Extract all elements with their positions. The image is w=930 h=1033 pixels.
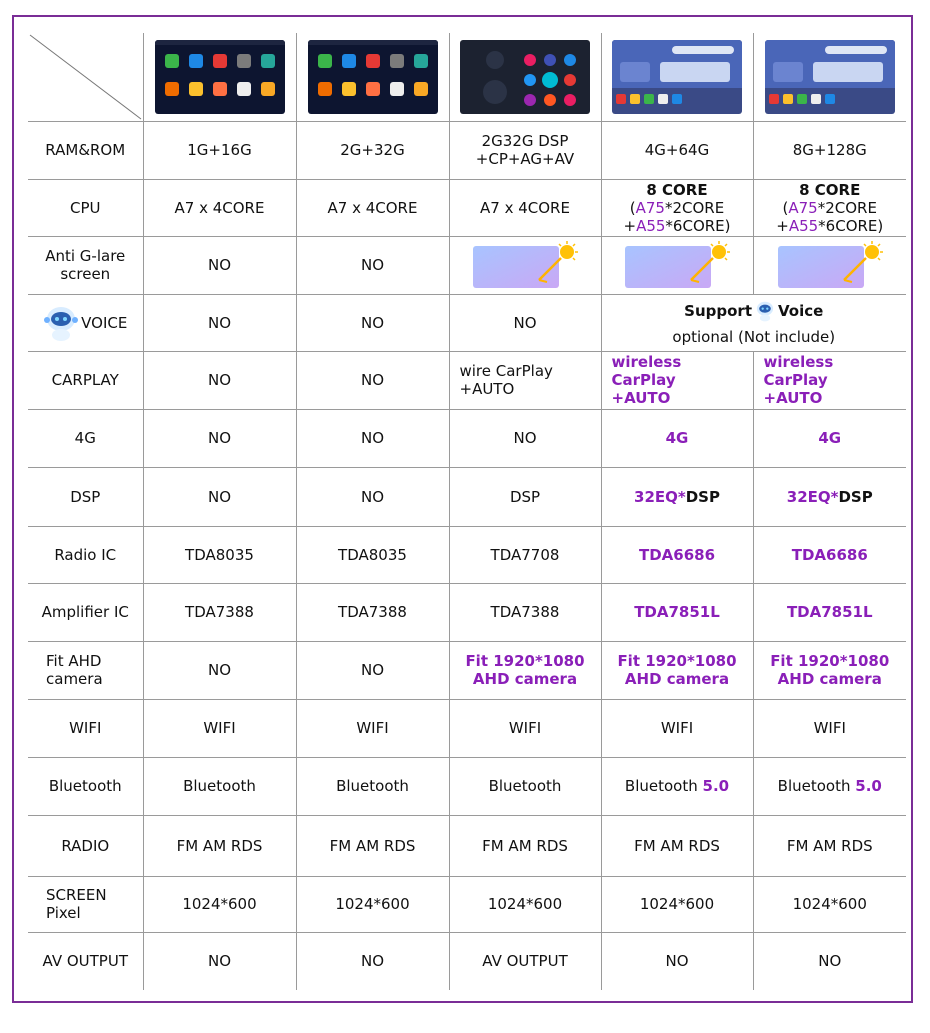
- cell: 1024*600: [753, 876, 906, 932]
- cell-line: +CP+AG+AV: [475, 150, 575, 168]
- cell: A7 x 4CORE: [449, 179, 601, 236]
- cell-line: AHD camera: [472, 670, 578, 688]
- row-wifi: [28, 699, 906, 757]
- support-text: Support: [684, 301, 753, 320]
- cell-line: wire CarPlay: [459, 362, 553, 380]
- cell: 8G+128G: [753, 121, 906, 179]
- a55: A55: [636, 216, 666, 235]
- cell: DSP: [449, 467, 601, 526]
- row-label: CARPLAY: [28, 351, 143, 409]
- anti-glare-screen-icon: [774, 240, 886, 290]
- cell: [753, 351, 906, 409]
- cell: 1024*600: [449, 876, 601, 932]
- row-label: [28, 641, 143, 699]
- text: *2CORE: [664, 198, 725, 217]
- cell: 1024*600: [601, 876, 753, 932]
- bt-text: Bluetooth: [624, 777, 698, 795]
- row-radio: [28, 815, 906, 876]
- cell: FM AM RDS: [296, 815, 449, 876]
- row-cpu: [28, 179, 906, 236]
- a75: A75: [788, 198, 818, 217]
- cell: TDA8035: [143, 526, 296, 583]
- cell-line: +AUTO: [763, 389, 823, 407]
- cell: [449, 121, 601, 179]
- cell: TDA6686: [753, 526, 906, 583]
- map-launcher-screen-icon: [765, 40, 895, 114]
- row-bluetooth: [28, 757, 906, 815]
- product-image-2: [296, 33, 449, 121]
- cell: 1024*600: [143, 876, 296, 932]
- cpu-line: [606, 199, 749, 217]
- row-label: Amplifier IC: [28, 583, 143, 641]
- bt-version: 5.0: [702, 777, 730, 795]
- cell: WIFI: [601, 699, 753, 757]
- dsp-text: DSP: [838, 487, 873, 506]
- row-label: Bluetooth: [28, 757, 143, 815]
- a75: A75: [635, 198, 665, 217]
- cell: NO: [143, 236, 296, 294]
- cpu-title: 8 CORE: [646, 180, 708, 199]
- row-av-output: [28, 932, 906, 990]
- voice-support-cell: [601, 294, 906, 351]
- cell: [601, 641, 753, 699]
- cell: Bluetooth: [296, 757, 449, 815]
- cell-line: Fit 1920*1080: [465, 652, 585, 670]
- label-line: Fit AHD: [46, 652, 102, 670]
- cell: FM AM RDS: [753, 815, 906, 876]
- row-screen: [28, 876, 906, 932]
- cell: [601, 467, 753, 526]
- cell: NO: [296, 932, 449, 990]
- robot-icon: [43, 304, 79, 342]
- voice-text: Voice: [778, 301, 824, 320]
- row-label: [28, 876, 143, 932]
- cell: WIFI: [753, 699, 906, 757]
- product-image-3: [449, 33, 601, 121]
- cpu-line: [758, 199, 903, 217]
- cell: A7 x 4CORE: [296, 179, 449, 236]
- robot-icon: [754, 300, 776, 322]
- bt-version: 5.0: [855, 777, 882, 795]
- android-home-screen-icon: [155, 40, 285, 114]
- cell: Bluetooth: [449, 757, 601, 815]
- cell: [753, 467, 906, 526]
- cell: TDA7851L: [601, 583, 753, 641]
- eq-text: 32EQ*: [634, 487, 686, 506]
- label-line: camera: [46, 670, 103, 688]
- cell: [449, 641, 601, 699]
- product-image-4: [601, 33, 753, 121]
- cpu-line: [758, 217, 903, 235]
- row-label: RAM&ROM: [28, 121, 143, 179]
- label-text: VOICE: [81, 313, 128, 332]
- cell: [449, 351, 601, 409]
- cell-line: Fit 1920*1080: [770, 652, 890, 670]
- text: +: [623, 216, 637, 235]
- text: (: [629, 198, 636, 217]
- row-voice: [28, 294, 906, 351]
- cell: NO: [296, 467, 449, 526]
- row-label: CPU: [28, 179, 143, 236]
- cell: [753, 179, 906, 236]
- cell: NO: [143, 932, 296, 990]
- comparison-table: [28, 33, 906, 990]
- row-label: [28, 236, 143, 294]
- row-label: [28, 294, 143, 351]
- dark-launcher-screen-icon: [460, 40, 590, 114]
- label-line: Pixel: [46, 904, 81, 922]
- cell: [601, 757, 753, 815]
- cell: NO: [296, 294, 449, 351]
- cell: NO: [601, 932, 753, 990]
- bt-text: Bluetooth: [777, 777, 851, 795]
- row-ram-rom: [28, 121, 906, 179]
- cell: [601, 351, 753, 409]
- cell-line: Fit 1920*1080: [617, 652, 737, 670]
- cell-line: AHD camera: [777, 670, 882, 688]
- label-line: screen: [60, 265, 111, 283]
- label-line: Anti G-lare: [45, 247, 126, 265]
- cell: NO: [143, 351, 296, 409]
- cell: 2G+32G: [296, 121, 449, 179]
- text: *2CORE: [817, 198, 877, 217]
- cell: NO: [296, 236, 449, 294]
- cell: 1024*600: [296, 876, 449, 932]
- cell: TDA7388: [449, 583, 601, 641]
- row-dsp: [28, 467, 906, 526]
- row-label: 4G: [28, 409, 143, 467]
- corner-cell: [28, 33, 143, 121]
- cpu-line: [606, 217, 749, 235]
- cell: NO: [143, 467, 296, 526]
- cell: TDA7388: [143, 583, 296, 641]
- map-launcher-screen-icon: [612, 40, 742, 114]
- text: +: [776, 216, 789, 235]
- cell-line: wireless CarPlay: [611, 353, 682, 389]
- cell-line: +AUTO: [611, 389, 671, 407]
- row-carplay: [28, 351, 906, 409]
- cell: [601, 236, 753, 294]
- cell: TDA8035: [296, 526, 449, 583]
- row-label: DSP: [28, 467, 143, 526]
- anti-glare-screen-icon: [469, 240, 581, 290]
- cell: NO: [753, 932, 906, 990]
- eq-text: 32EQ*: [786, 487, 839, 506]
- cell-line: 2G32G DSP: [481, 132, 569, 150]
- cell: NO: [449, 294, 601, 351]
- cell: WIFI: [296, 699, 449, 757]
- cell: Bluetooth: [143, 757, 296, 815]
- cell: TDA7388: [296, 583, 449, 641]
- dsp-text: DSP: [685, 487, 720, 506]
- cell-line: +AUTO: [459, 380, 515, 398]
- cell: A7 x 4CORE: [143, 179, 296, 236]
- row-label: AV OUTPUT: [42, 952, 128, 971]
- cell: [601, 179, 753, 236]
- row-4g: [28, 409, 906, 467]
- row-amplifier-ic: [28, 583, 906, 641]
- row-label: RADIO: [28, 815, 143, 876]
- cell: FM AM RDS: [601, 815, 753, 876]
- cell: NO: [296, 641, 449, 699]
- cell: WIFI: [143, 699, 296, 757]
- optional-text: optional (Not include): [672, 327, 836, 346]
- cell-line: AHD camera: [624, 670, 730, 688]
- label-line: SCREEN: [46, 886, 107, 904]
- cell: [753, 641, 906, 699]
- cell: 4G: [753, 409, 906, 467]
- cell: TDA7851L: [753, 583, 906, 641]
- text: *6CORE): [818, 216, 884, 235]
- cell: 4G: [601, 409, 753, 467]
- cell: NO: [449, 409, 601, 467]
- product-image-1: [143, 33, 296, 121]
- diagonal-line: [28, 33, 143, 121]
- cell: FM AM RDS: [143, 815, 296, 876]
- cpu-title: 8 CORE: [799, 180, 861, 199]
- cell: NO: [296, 409, 449, 467]
- cell: 1G+16G: [143, 121, 296, 179]
- row-ahd: [28, 641, 906, 699]
- header-row: [28, 33, 906, 121]
- cell: [449, 236, 601, 294]
- android-home-screen-icon: [308, 40, 438, 114]
- anti-glare-screen-icon: [621, 240, 733, 290]
- cell: NO: [296, 351, 449, 409]
- cell: [753, 236, 906, 294]
- row-radio-ic: [28, 526, 906, 583]
- cell: [753, 757, 906, 815]
- row-anti-glare: [28, 236, 906, 294]
- row-label: Radio IC: [28, 526, 143, 583]
- cell: NO: [143, 294, 296, 351]
- product-image-5: [753, 33, 906, 121]
- text: *6CORE): [665, 216, 731, 235]
- cell: TDA7708: [449, 526, 601, 583]
- a55: A55: [788, 216, 819, 235]
- cell: WIFI: [449, 699, 601, 757]
- text: (: [782, 198, 789, 217]
- cell-line: wireless CarPlay: [763, 353, 834, 389]
- cell: NO: [143, 409, 296, 467]
- cell: TDA6686: [601, 526, 753, 583]
- cell: 4G+64G: [601, 121, 753, 179]
- row-label: WIFI: [28, 699, 143, 757]
- cell: NO: [143, 641, 296, 699]
- cell: FM AM RDS: [449, 815, 601, 876]
- cell: AV OUTPUT: [449, 932, 601, 990]
